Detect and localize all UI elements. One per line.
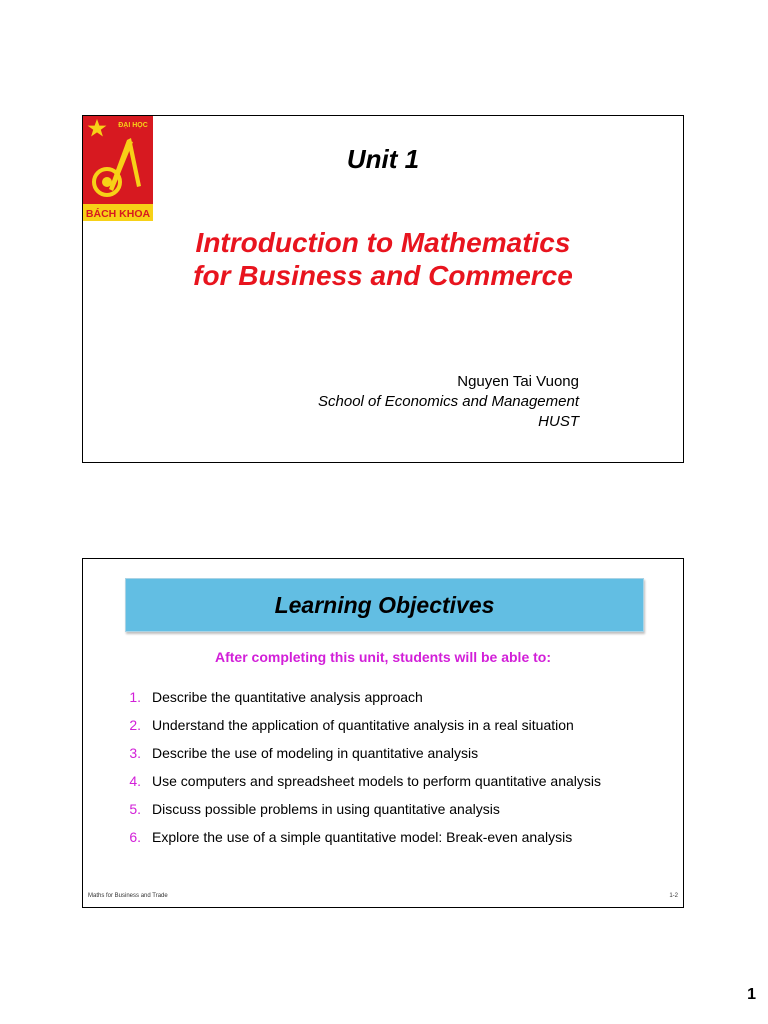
author-block: [318, 372, 579, 432]
slide-title: [82, 115, 684, 463]
list-item: [121, 767, 601, 795]
objective-number: 4.: [129, 773, 141, 789]
svg-text:ĐẠI HỌC: ĐẠI HỌC: [118, 122, 148, 129]
slide-learning-objectives: [82, 558, 684, 908]
list-item: [121, 795, 601, 823]
objectives-list: [121, 683, 601, 851]
list-item: [121, 823, 601, 851]
objective-text: Describe the use of modeling in quantitative analysis: [152, 745, 479, 761]
objective-number: 2.: [129, 717, 141, 733]
objective-text: Describe the quantitative analysis approach: [152, 689, 423, 705]
main-title-line-2: for Business and Commerce: [193, 260, 573, 291]
objectives-intro: After completing this unit, students will be able to:: [214, 649, 551, 665]
list-item: [121, 739, 601, 767]
objective-number: 5.: [129, 801, 141, 817]
objective-number: 3.: [129, 745, 141, 761]
page-number: 1: [747, 986, 756, 1003]
objective-number: 6.: [129, 829, 141, 845]
main-title-line-1: Introduction to Mathematics: [195, 227, 571, 258]
institution-name: HUST: [538, 413, 579, 430]
slide-footer-number: 1-2: [669, 893, 678, 899]
objectives-banner: [125, 578, 644, 632]
slide-footer-course: Maths for Business and Trade: [88, 893, 168, 899]
school-name: School of Economics and Management: [318, 393, 579, 410]
objective-text: Discuss possible problems in using quantitative analysis: [152, 801, 500, 817]
list-item: [121, 711, 601, 739]
unit-title: Unit 1: [346, 144, 420, 174]
objective-text: Explore the use of a simple quantitative model: Break-even analysis: [152, 829, 573, 845]
author-name: Nguyen Tai Vuong: [457, 373, 579, 390]
objective-text: Use computers and spreadsheet models to perform quantitative analysis: [152, 773, 602, 789]
svg-text:BÁCH KHOA: BÁCH KHOA: [85, 208, 151, 220]
objective-number: 1.: [129, 689, 141, 705]
objective-text: Understand the application of quantitative analysis in a real situation: [152, 717, 574, 733]
list-item: [121, 683, 601, 711]
banner-title: Learning Objectives: [274, 591, 495, 618]
main-title: [83, 226, 683, 292]
